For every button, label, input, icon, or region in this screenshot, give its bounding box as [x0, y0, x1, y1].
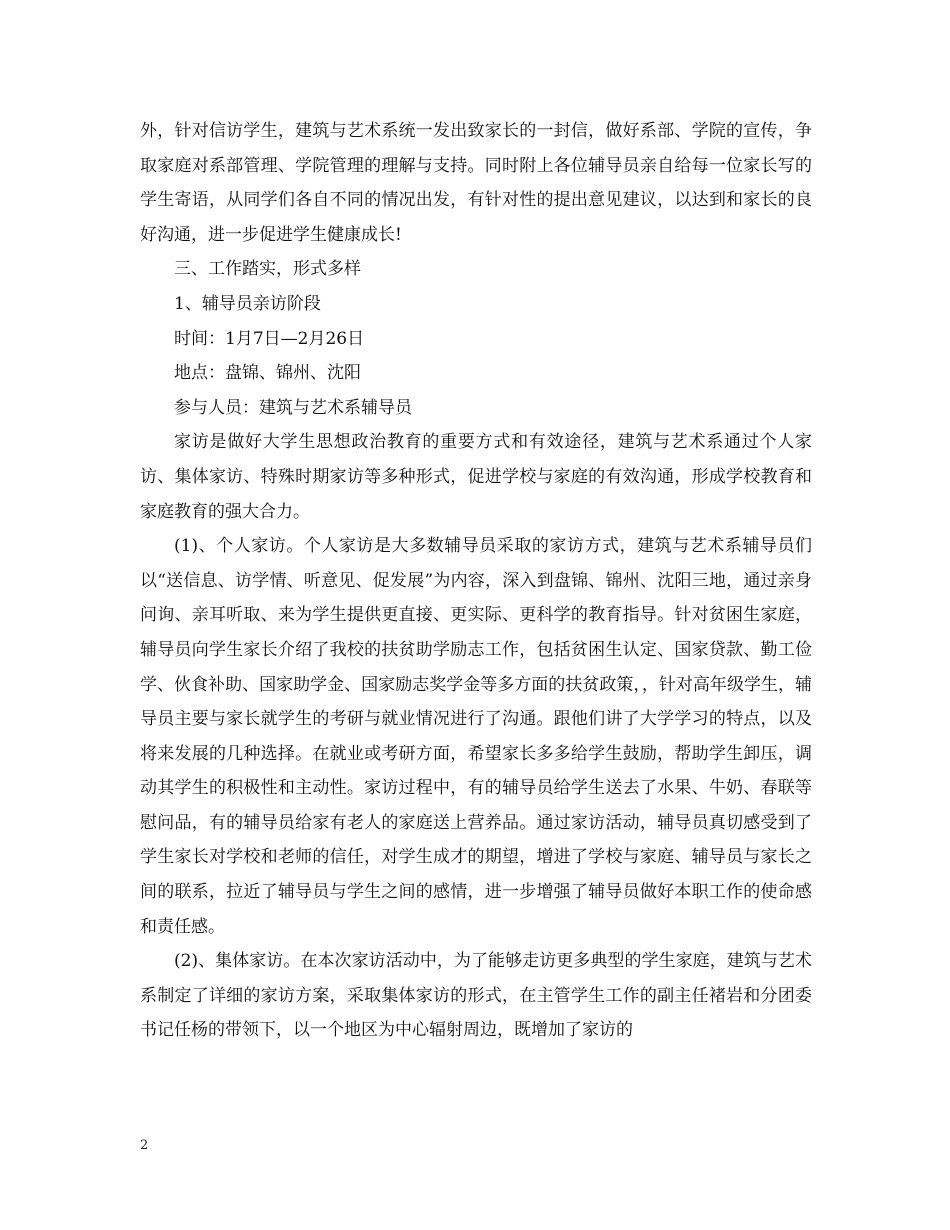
info-location: 地点：盘锦、锦州、沈阳 [174, 363, 361, 384]
paragraph-group-visit: (2)、集体家访。在本次家访活动中，为了能够走访更多典型的学生家庭，建筑与艺术系制定了详细的家访方案，采取集体家访的形式，在主管学生工作的副主任褚岩和分团委书记任杨的带领下，以一个地区为中心辐射周边，既增加了家访的 [140, 951, 812, 1041]
paragraph-home-visit-intro: 家访是做好大学生思想政治教育的重要方式和有效途径，建筑与艺术系通过个人家访、集体家访、特殊时期家访等多种形式，促进学校与家庭的有效沟通，形成学校教育和家庭教育的强大合力。 [140, 432, 812, 522]
paragraph-1: 外，针对信访学生，建筑与艺术系统一发出致家长的一封信，做好系部、学院的宣传，争取家庭对系部管理、学院管理的理解与支持。同时附上各位辅导员亲自给每一位家长写的学生寄语，从同学们各自不同的情况出发，有针对性的提出意见建议，以达到和家长的良好沟通，进一步促进学生健康成长! [140, 121, 812, 245]
info-participants: 参与人员：建筑与艺术系辅导员 [174, 397, 412, 418]
section-heading-work: 三、工作踏实，形式多样 [174, 259, 361, 280]
page-number: 2 [140, 1138, 149, 1153]
info-time: 时间：1月7日—2月26日 [174, 328, 365, 349]
subsection-heading-visits: 1、辅导员亲访阶段 [174, 293, 321, 314]
document-body [140, 114, 812, 1048]
paragraph-individual-visit: (1)、个人家访。个人家访是大多数辅导员采取的家访方式，建筑与艺术系辅导员们以“送信息、访学情、听意见、促发展”为内容，深入到盘锦、锦州、沈阳三地，通过亲身问询、亲耳听取、来为学生提供更直接、更实际、更科学的教育指导。针对贫困生家庭，辅导员向学生家长介绍了我校的扶贫助学励志工作，包括贫困生认定、国家贷款、勤工俭学、伙食补助、国家助学金、国家励志奖学金等多方面的扶贫政策，，针对高年级学生，辅导员主要与家长就学生的考研与就业情况进行了沟通。跟他们讲了大学学习的特点，以及将来发展的几种选择。在就业或考研方面，希望家长多多给学生鼓励，帮助学生卸压，调动其学生的积极性和主动性。家访过程中，有的辅导员给学生送去了水果、牛奶、春联等慰问品，有的辅导员给家有老人的家庭送上营养品。通过家访活动，辅导员真切感受到了学生家长对学校和老师的信任，对学生成才的期望，增进了学校与家庭、辅导员与家长之间的联系，拉近了辅导员与学生之间的感情，进一步增强了辅导员做好本职工作的使命感和责任感。 [140, 536, 812, 937]
